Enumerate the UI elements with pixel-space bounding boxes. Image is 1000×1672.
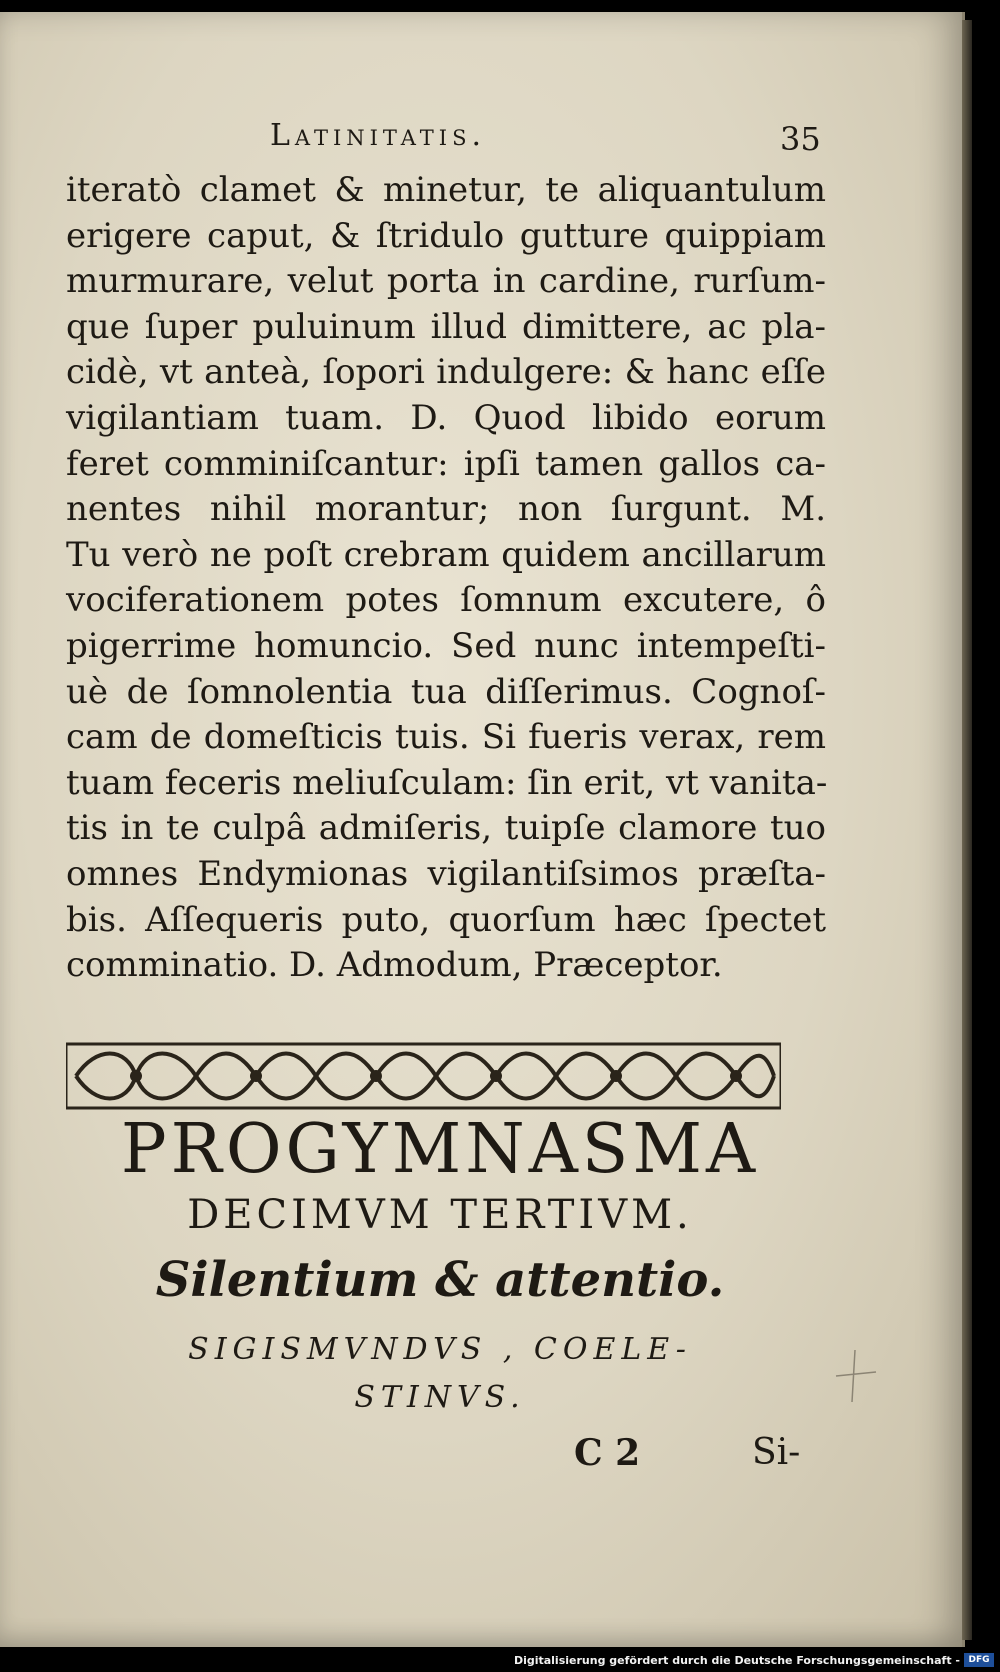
page-number: 35 bbox=[780, 120, 821, 158]
text-line: tis in te culpâ admiſeris, tuipſe clamore tuo bbox=[66, 808, 826, 849]
text-line: Tu verò ne poſt crebram quidem ancillarum bbox=[66, 534, 826, 575]
text-line: nentes nihil morantur; non ſurgunt. M. bbox=[66, 489, 826, 530]
text-line: omnes Endymionas vigilantiſsimos præſta- bbox=[66, 853, 826, 894]
ornament-band bbox=[66, 1040, 781, 1112]
speakers-line: SIGISMVNDVS , COELE- bbox=[188, 1332, 692, 1367]
section-subtitle: DECIMVM TERTIVM. bbox=[187, 1192, 693, 1238]
funding-credit: Digitalisierung gefördert durch die Deutsche Forschungsgemeinschaft - bbox=[513, 1654, 960, 1667]
text-line: comminatio. D. Admodum, Præceptor. bbox=[66, 945, 723, 986]
text-line: vociferationem potes ſomnum excutere, ô bbox=[66, 580, 826, 621]
catchword: Si- bbox=[752, 1432, 801, 1473]
dfg-logo: DFG bbox=[964, 1653, 994, 1667]
text-line: tuam feceris meliuſculam: ſin erit, vt vanita- bbox=[66, 762, 828, 803]
text-line: feret comminiſcantur: ipſi tamen gallos ca- bbox=[66, 443, 826, 484]
text-line: cam de domeſticis tuis. Si fueris verax, rem bbox=[66, 717, 826, 758]
text-line: murmurare, velut porta in cardine, rurſum- bbox=[66, 261, 826, 302]
text-line: bis. Aſſequeris puto, quorſum hæc ſpectet bbox=[66, 899, 826, 940]
speakers bbox=[140, 1326, 740, 1422]
page-edge bbox=[962, 20, 972, 1640]
speakers-line: STINVS. bbox=[354, 1380, 526, 1415]
text-line: uè de ſomnolentia tua diſſerimus. Cognoſ- bbox=[66, 671, 826, 712]
section-title: PROGYMNASMA bbox=[120, 1110, 760, 1189]
running-head: Latinitatis. bbox=[270, 118, 487, 153]
body-text bbox=[66, 168, 826, 989]
text-line: pigerrime homuncio. Sed nunc intempeſti- bbox=[66, 625, 826, 666]
section-theme: Silentium & attentio. bbox=[155, 1252, 725, 1308]
text-line: erigere caput, & ſtridulo gutture quippiam bbox=[66, 215, 826, 256]
text-line: iteratò clamet & minetur, te aliquantulum bbox=[66, 170, 826, 210]
pencil-mark bbox=[830, 1346, 880, 1406]
text-line: cidè, vt anteà, ſopori indulgere: & hanc eſſe bbox=[66, 352, 826, 393]
text-line: vigilantiam tuam. D. Quod libido eorum bbox=[66, 397, 826, 438]
text-line: que ſuper puluinum illud dimittere, ac pla- bbox=[66, 306, 826, 347]
signature-mark: C 2 bbox=[574, 1432, 641, 1474]
